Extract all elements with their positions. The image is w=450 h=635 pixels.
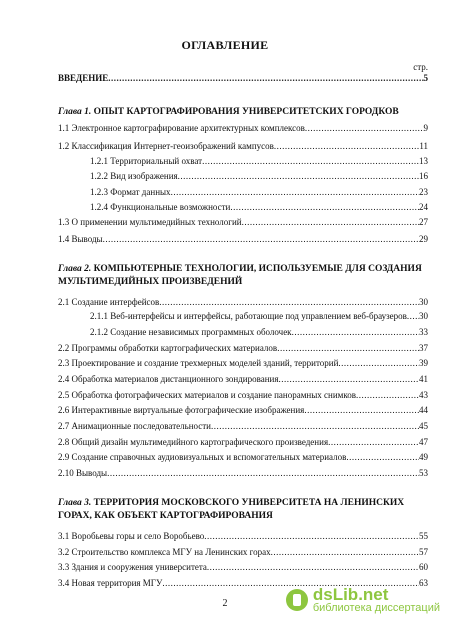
toc-entry[interactable] xyxy=(58,233,428,245)
toc-entry-page: 11 xyxy=(419,141,428,151)
page-column-label: стр. xyxy=(413,62,428,72)
toc-entry-page: 29 xyxy=(419,234,428,244)
leader-dots xyxy=(202,156,419,167)
toc-entry[interactable] xyxy=(58,216,428,228)
toc-entry-intro[interactable] xyxy=(58,72,428,84)
toc-entry-text: 1.2.1 Территориальный охват xyxy=(90,156,203,166)
toc-entry-page: 49 xyxy=(419,452,428,462)
toc-entry-page: 30 xyxy=(419,297,428,307)
toc-entry-page: 5 xyxy=(423,73,428,83)
toc-entry[interactable] xyxy=(58,342,428,354)
toc-entry[interactable] xyxy=(90,201,428,213)
leader-dots xyxy=(207,562,419,573)
toc-entry[interactable] xyxy=(90,155,428,167)
toc-entry[interactable] xyxy=(58,420,428,432)
toc-entry-page: 44 xyxy=(419,405,428,415)
toc-entry-page: 55 xyxy=(419,531,428,541)
leader-dots xyxy=(103,234,419,245)
leader-dots xyxy=(292,327,419,338)
leader-dots xyxy=(274,141,419,152)
toc-entry-text: 2.10 Выводы xyxy=(58,468,108,478)
chapter-1-heading[interactable] xyxy=(58,106,428,119)
toc-entry-page: 47 xyxy=(419,437,428,447)
chapter-title: ОПЫТ КАРТОГРАФИРОВАНИЯ УНИВЕРСИТЕТСКИХ ГОРОДКОВ xyxy=(93,107,399,117)
toc-entry-text: 2.5 Обработка фотографических материалов и создание панорамных снимков xyxy=(58,390,357,400)
toc-entry-text: 2.9 Создание справочных аудиовизуальных и вспомогательных материалов xyxy=(58,452,347,462)
toc-entry[interactable] xyxy=(58,389,428,401)
toc-entry-page: 13 xyxy=(419,156,428,166)
toc-entry-text: 1.2.4 Функциональные возможности xyxy=(90,202,231,212)
toc-entry-page: 24 xyxy=(419,202,428,212)
toc-entry-page: 41 xyxy=(419,374,428,384)
leader-dots xyxy=(107,468,419,479)
toc-entry-page: 27 xyxy=(419,217,428,227)
toc-entry[interactable] xyxy=(90,326,428,338)
toc-entry-text: 2.8 Общий дизайн мультимедийного картографического произведения xyxy=(58,437,329,447)
toc-entry-page: 39 xyxy=(419,358,428,368)
toc-entry-text: 3.1 Воробьевы горы и село Воробьево xyxy=(58,531,205,541)
leader-dots xyxy=(108,73,423,84)
toc-entry-page: 37 xyxy=(419,343,428,353)
chapter-prefix: Глава 3. xyxy=(58,498,92,508)
chapter-2-heading[interactable] xyxy=(58,263,428,289)
chapter-3-heading[interactable] xyxy=(58,497,428,523)
watermark-name: dsLib.net xyxy=(312,585,389,604)
toc-entry-page: 45 xyxy=(419,421,428,431)
toc-entry-page: 53 xyxy=(419,468,428,478)
chapter-title-line-1: ТЕРРИТОРИЯ МОСКОВСКОГО УНИВЕРСИТЕТА НА ЛЕНИНСКИХ xyxy=(93,498,405,508)
toc-entry-text: 1.3 О применении мультимедийных технологий xyxy=(58,217,242,227)
toc-entry-text: 2.3 Проектирование и создание трехмерных моделей зданий, территорий xyxy=(58,358,339,368)
toc-entry-text: 2.1.1 Веб-интерфейсы и интерфейсы, работающие под управлением веб-браузеров xyxy=(90,311,407,321)
leader-dots xyxy=(230,202,419,213)
toc-entry-text: 2.1 Создание интерфейсов xyxy=(58,297,160,307)
toc-entry-page: 63 xyxy=(419,578,428,588)
toc-entry[interactable] xyxy=(58,296,428,308)
toc-entry[interactable] xyxy=(58,357,428,369)
toc-entry[interactable] xyxy=(90,310,428,322)
leader-dots xyxy=(159,297,419,308)
toc-entry-text: 2.2 Программы обработки картографических материалов xyxy=(58,343,278,353)
toc-entry[interactable] xyxy=(90,186,428,198)
dslib-logo-icon xyxy=(286,589,308,611)
leader-dots xyxy=(178,171,419,182)
leader-dots xyxy=(338,358,419,369)
toc-entry-text: ВВЕДЕНИЕ xyxy=(58,73,109,83)
toc-entry-page: 9 xyxy=(423,123,428,133)
toc-entry-text: 3.4 Новая территория МГУ xyxy=(58,578,163,588)
toc-entry-text: 1.2 Классификация Интернет-геоизображений кампусов xyxy=(58,141,274,151)
toc-entry-page: 23 xyxy=(419,187,428,197)
leader-dots xyxy=(204,531,419,542)
toc-entry[interactable] xyxy=(58,436,428,448)
toc-entry[interactable] xyxy=(58,546,428,558)
toc-entry-page: 43 xyxy=(419,390,428,400)
leader-dots xyxy=(279,374,420,385)
toc-entry-text: 1.2.2 Вид изображения xyxy=(90,171,178,181)
leader-dots xyxy=(356,390,419,401)
chapter-title-line-1: КОМПЬЮТЕРНЫЕ ТЕХНОЛОГИИ, ИСПОЛЬЗУЕМЫЕ ДЛЯ СОЗДАНИЯ xyxy=(93,264,422,274)
toc-entry[interactable] xyxy=(90,170,428,182)
leader-dots xyxy=(346,452,419,463)
chapter-prefix: Глава 2. xyxy=(58,264,92,274)
leader-dots xyxy=(171,187,419,198)
watermark-tagline: библиотека диссертаций xyxy=(312,602,440,614)
toc-entry-page: 60 xyxy=(419,562,428,572)
toc-entry-page: 33 xyxy=(419,327,428,337)
leader-dots xyxy=(271,547,419,558)
leader-dots xyxy=(407,311,419,322)
toc-entry-text: 1.2.3 Формат данных xyxy=(90,187,171,197)
toc-entry[interactable] xyxy=(58,373,428,385)
toc-entry-text: 1.1 Электронное картографирование архитектурных комплексов xyxy=(58,123,305,133)
chapter-title-line-2: МУЛЬТИМЕДИЙНЫХ ПРОИЗВЕДЕНИЙ xyxy=(58,277,243,287)
chapter-prefix: Глава 1. xyxy=(58,107,92,117)
toc-entry-text: 2.1.2 Создание независимых программных оболочек xyxy=(90,327,292,337)
leader-dots xyxy=(305,123,424,134)
toc-entry-page: 30 xyxy=(419,311,428,321)
toc-entry-page: 16 xyxy=(419,171,428,181)
toc-entry[interactable] xyxy=(58,140,428,152)
page-number: 2 xyxy=(222,598,228,609)
toc-entry-text: 1.4 Выводы xyxy=(58,234,103,244)
watermark[interactable] xyxy=(286,586,440,614)
toc-entry[interactable] xyxy=(58,404,428,416)
toc-entry-text: 3.2 Строительство комплекса МГУ на Ленинских горах xyxy=(58,547,271,557)
chapter-title-line-2: ГОРАХ, КАК ОБЪЕКТ КАРТОГРАФИРОВАНИЯ xyxy=(58,511,273,521)
toc-title: ОГЛАВЛЕНИЕ xyxy=(181,38,269,52)
leader-dots xyxy=(211,421,419,432)
toc-entry[interactable] xyxy=(58,561,428,573)
toc-entry-text: 3.3 Здания и сооружения университета xyxy=(58,562,207,572)
toc-entry[interactable] xyxy=(58,122,428,134)
toc-entry-text: 2.7 Анимационные последовательности xyxy=(58,421,211,431)
toc-entry[interactable] xyxy=(58,451,428,463)
leader-dots xyxy=(277,343,419,354)
toc-entry-text: 2.6 Интерактивные виртуальные фотографические изображения xyxy=(58,405,305,415)
leader-dots xyxy=(328,437,419,448)
toc-entry[interactable] xyxy=(58,530,428,542)
toc-entry-text: 2.4 Обработка материалов дистанционного зондирования xyxy=(58,374,279,384)
toc-entry[interactable] xyxy=(58,467,428,479)
leader-dots xyxy=(304,405,419,416)
leader-dots xyxy=(242,217,419,228)
toc-entry-page: 57 xyxy=(419,547,428,557)
